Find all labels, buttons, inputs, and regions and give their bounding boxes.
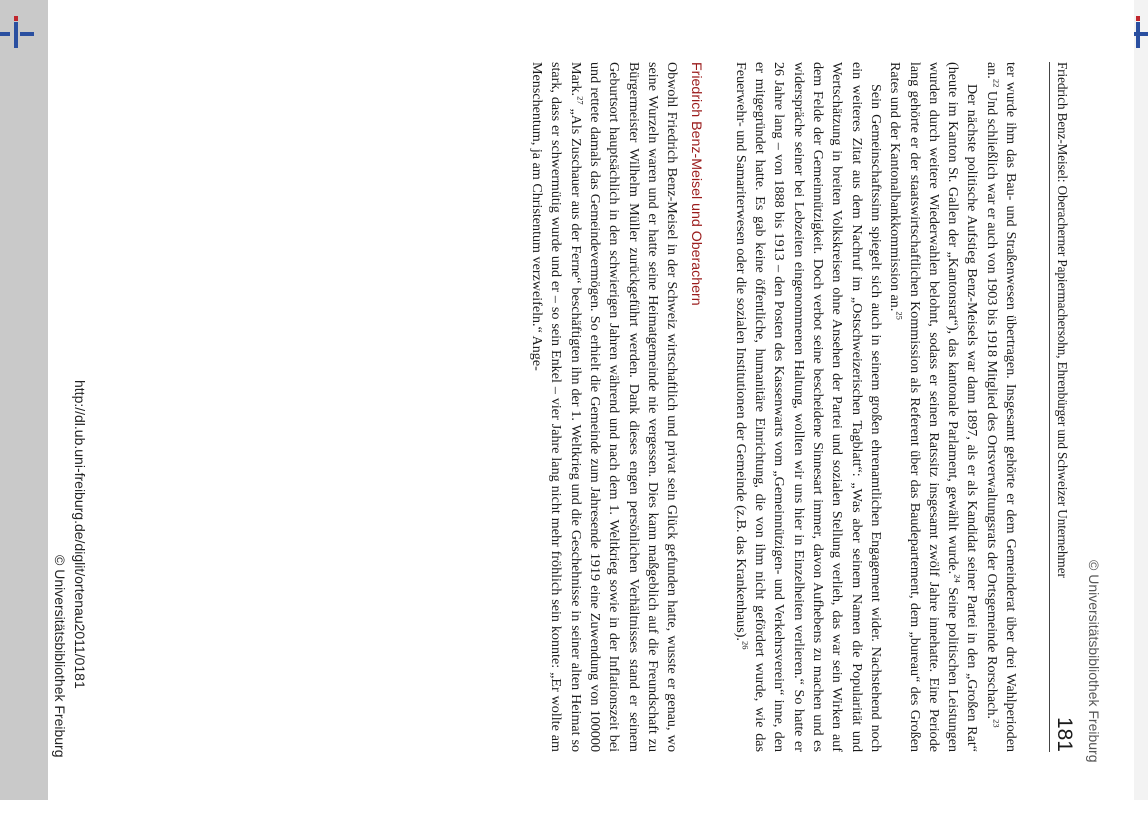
footnote-marker: 26	[740, 640, 751, 650]
running-head	[1049, 62, 1074, 752]
paragraph: Der nächste politische Aufstieg Benz-Meisels war dann 1897, als er als Kandidat seiner Partei in den „Großen Rat“ (heute im Kanton St. Gallen der „Kantonsrat“), das kantonale Parlament, gewählt wurde.$^{24}$ Seine politischen Leistungen wurden durch weitere Wiederwahlen belohnt, sodass er seinen Ratssitz insgesamt zwölf Jahre innehatte. Eine Periode lang gehörte er der staatswirtschaftlichen Kommission als Referent über das Baudepartement, dem „bureau“ des Großen Rates und der Kantonalbankkommission an.$^{25}$	[887, 62, 981, 752]
body-text	[527, 62, 1020, 752]
paragraph: Obwohl Friedrich Benz-Meisel in der Schweiz wirtschaftlich und privat sein Glück gefunden hatte, wusste er genau, wo seine Wurzeln waren und er hatte seine Heimatgemeinde nie vergessen. Dies kann maßgeblich auf die Freundschaft zu Bürgermeister Wilhelm Müller zurückgeführt werden. Dank dieses engen persönlichen Verhältnisses stand er seinem Geburtsort hauptsächlich in den schwierigen Jahren während und nach dem 1. Weltkrieg sowie in der Inflationszeit bei und rettete damals das Gemeindevermögen. So erhielt die Gemeinde zum Jahresende 1919 eine Zuwendung von 100000 Mark.$^{27}$ „Als Zuschauer aus der Ferne“ beschäftigten ihn der 1. Weltkrieg und die Geschehnisse in seiner alten Heimat so stark, dass er schwermütig wurde und er – so sein Enkel – vier Jahre lang nicht mehr fröhlich sein konnte: „Er wollte am Menschentum, ja am Christentum verzweifeln.“ Ange-	[529, 62, 681, 752]
footnote-marker: 24	[952, 574, 963, 583]
footnote-marker: 27	[575, 96, 586, 105]
top-copyright: © Universitätsbibliothek Freiburg	[1086, 560, 1102, 763]
viewer-right-band	[1134, 0, 1148, 800]
footer-url[interactable]: http://dl.ub.uni-freiburg.de/diglit/ortenau2011/0181	[72, 380, 88, 689]
paragraph: ter wurde ihm das Bau- und Straßenwesen übertragen. Insgesamt gehörte er dem Gemeinderat über drei Wahlperioden an.$^{22}$ Und schließlich war er auch von 1903 bis 1918 Mitglied des Ortsverwaltungsrats der Ortsgemeinde Rorschach.$^{23}$	[983, 62, 1019, 752]
paragraph: Sein Gemeinschaftssinn spiegelt sich auch in seinem großen ehrenamtlichen Engagement wider. Nachstehend noch ein weiteres Zitat aus dem Nachruf im „Ostschweizerischen Tagblatt“: „Was aber seinem Namen die Popularität und Wertschätzung in breiten Volkskreisen ohne Ansehen der Partei und sozialen Stellung verlieh, das war sein Wirken auf dem Felde der Gemeinnützigkeit. Doch verbot seine bescheidene Sinnesart immer, davon Aufhebens zu machen und es widerspräche seiner bei Lebzeiten eingenommenen Haltung, wollten wir uns hier in Einzelheiten verlieren.“ So hatte er 26 Jahre lang – von 1888 bis 1913 – den Posten des Kassenwarts vom „Gemeinnützigen- und Verkehrsverein“ inne, den er mitgegründet hatte. Es gab keine öffentliche, humanitäre Einrichtung, die von ihm nicht gefördert wurde, wie das Feuerwehr- und Samariterwesen oder die sozialen Institutionen der Gemeinde (z.B. das Krankenhaus).$^{26}$	[732, 62, 884, 752]
section-heading: Friedrich Benz-Meisel und Oberachern	[687, 62, 704, 306]
ub-freiburg-logo-icon	[1134, 16, 1148, 50]
footnote-marker: 25	[894, 311, 905, 320]
footnote-marker: 23	[991, 719, 1002, 728]
running-head-title: Friedrich Benz-Meisel: Oberacherner Papiermachersohn, Ehrenbürger und Schweizer Unternehmer	[1055, 62, 1070, 578]
footnote-marker: 22	[991, 78, 1002, 88]
footer-copyright: © Universitätsbibliothek Freiburg	[52, 555, 68, 758]
page-number: 181	[1053, 716, 1076, 752]
